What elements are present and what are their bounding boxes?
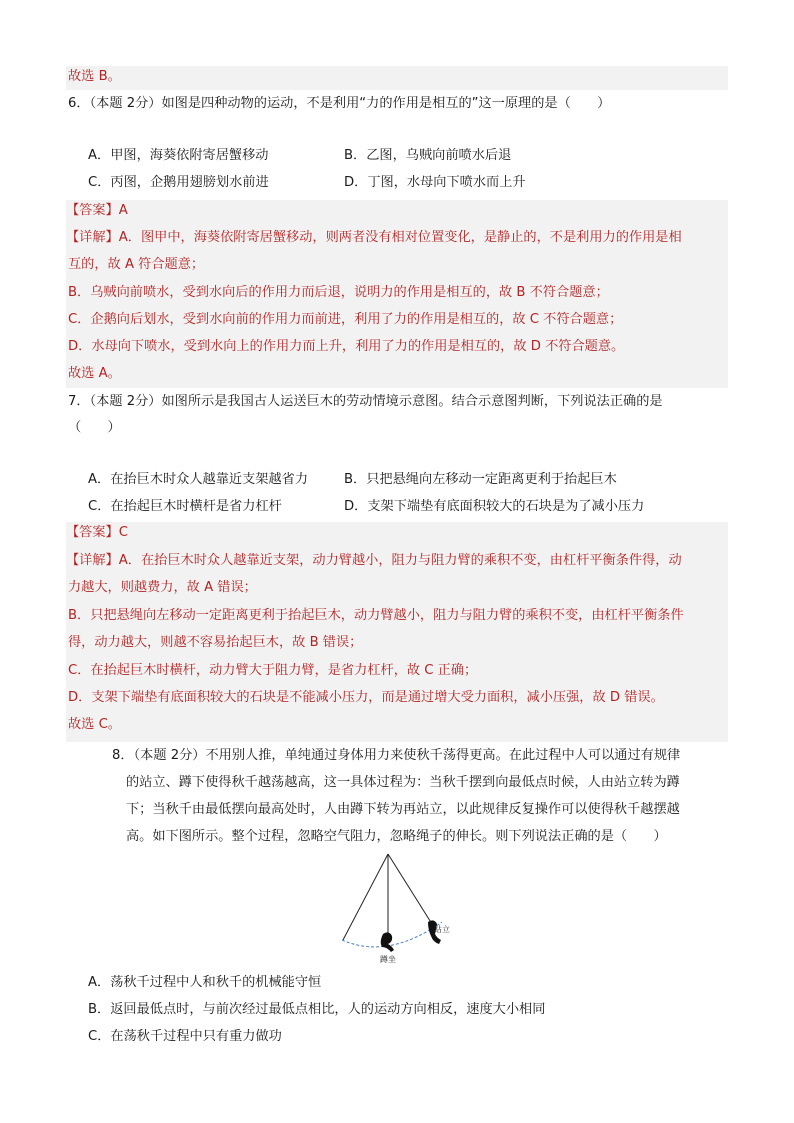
swing-figure	[330, 852, 470, 964]
q6-stem: 6．（本题 2分）如图是四种动物的运动，不是利用“力的作用是相互的”这一原理的是（ ）	[68, 96, 611, 111]
q7-option-b: B．只把悬绳向左移动一定距离更利于抬起巨木	[344, 472, 617, 487]
squatting-person	[381, 932, 394, 952]
q6-detail-1	[66, 228, 682, 248]
q7-answer	[66, 523, 128, 543]
q7-detail-1	[66, 551, 682, 571]
q6-detail-2: 互的，故 A 符合题意；	[68, 257, 205, 272]
q6-option-a: A．甲图，海葵依附寄居蟹移动	[88, 148, 269, 163]
q7-option-a: A．在抬巨木时众人越靠近支架越省力	[88, 472, 309, 487]
q6-answer	[66, 201, 128, 221]
q8-stem-4: 高。如下图所示。整个过程，忽略空气阻力，忽略绳子的伸长。则下列说法正确的是（ ）	[126, 829, 667, 844]
q7-answer-value: C	[118, 525, 128, 540]
swing-diagram	[330, 852, 470, 964]
q6-detail-d: D．水母向下喷水，受到水向上的作用力而上升，利用了力的作用是相互的，故 D 不符合题意。	[68, 339, 625, 354]
q7-detail-c: C．在抬起巨木时横杆，动力臂大于阻力臂，是省力杠杆，故 C 正确；	[68, 663, 478, 678]
q6-answer-tag: 【答案】	[66, 203, 119, 218]
q6-option-d: D．丁图，水母向下喷水而上升	[344, 175, 526, 190]
q6-conclusion: 故选 A。	[68, 366, 121, 381]
q7-conclusion: 故选 C。	[68, 717, 121, 732]
label-stand: 站立	[434, 925, 450, 934]
q7-option-c: C．在抬起巨木时横杆是省力杠杆	[88, 499, 282, 514]
q7-answer-tag: 【答案】	[66, 525, 119, 540]
q6-option-b: B．乙图，乌贼向前喷水后退	[344, 148, 512, 163]
q7-detail-d: D．支架下端垫有底面积较大的石块是不能减小压力，而是通过增大受力面积，减小压强，故 D 错误。	[68, 690, 664, 705]
q6-detail-text-1: A．图甲中，海葵依附寄居蟹移动，则两者没有相对位置变化，是静止的，不是利用力的作用是相	[118, 230, 682, 245]
q6-option-c: C．丙图，企鹅用翅膀划水前进	[88, 175, 269, 190]
q8-option-c: C．在荡秋千过程中只有重力做功	[88, 1029, 282, 1044]
swing-rope-left	[343, 854, 388, 940]
q8-option-b: B．返回最低点时，与前次经过最低点相比，人的运动方向相反，速度大小相同	[88, 1002, 546, 1017]
q6-answer-value: A	[118, 203, 128, 218]
label-squat: 蹲坐	[380, 955, 396, 964]
q7-stem-2: （ ）	[68, 420, 121, 435]
q6-detail-tag: 【详解】	[66, 230, 119, 245]
q8-stem-2: 的站立、蹲下使得秋千越荡越高，这一具体过程为：当秋千摆到向最低点时候，人由站立转为蹲	[126, 775, 680, 790]
q7-detail-tag: 【详解】	[66, 553, 119, 568]
q7-detail-b-1: B．只把悬绳向左移动一定距离更利于抬起巨木，动力臂越小，阻力与阻力臂的乘积不变，由杠杆平衡条件	[68, 608, 684, 623]
answer-shade-top	[66, 66, 728, 90]
swing-rope-right	[388, 854, 432, 924]
q8-stem-1: 8．（本题 2分）不用别人推，单纯通过身体用力来使秋千荡得更高。在此过程中人可以通过有规律	[112, 748, 681, 763]
q6-detail-c: C．企鹅向后划水，受到水向前的作用力而前进，利用了力的作用是相互的，故 C 不符合题意；	[68, 312, 623, 327]
q7-detail-b-2: 得，动力越大，则越不容易抬起巨木，故 B 错误；	[68, 635, 363, 650]
q7-detail-text-1: A．在抬巨木时众人越靠近支架，动力臂越小，阻力与阻力臂的乘积不变，由杠杆平衡条件得，动	[118, 553, 682, 568]
swing-arc	[342, 922, 442, 947]
q7-stem-1: 7．（本题 2分）如图所示是我国古人运送巨木的劳动情境示意图。结合示意图判断，下列说法正确的是	[68, 394, 663, 409]
q6-detail-b: B．乌贼向前喷水，受到水向后的作用力而后退，说明力的作用是相互的，故 B 不符合题意；	[68, 285, 609, 300]
q8-option-a: A．荡秋千过程中人和秋千的机械能守恒	[88, 975, 322, 990]
q7-detail-2: 力越大，则越费力，故 A 错误；	[68, 580, 257, 595]
q8-stem-3: 下；当秋千由最低摆向最高处时，人由蹲下转为再站立，以此规律反复操作可以使得秋千越摆越	[126, 802, 680, 817]
previous-conclusion: 故选 B。	[68, 69, 121, 84]
q7-option-d: D．支架下端垫有底面积较大的石块是为了减小压力	[344, 499, 645, 514]
